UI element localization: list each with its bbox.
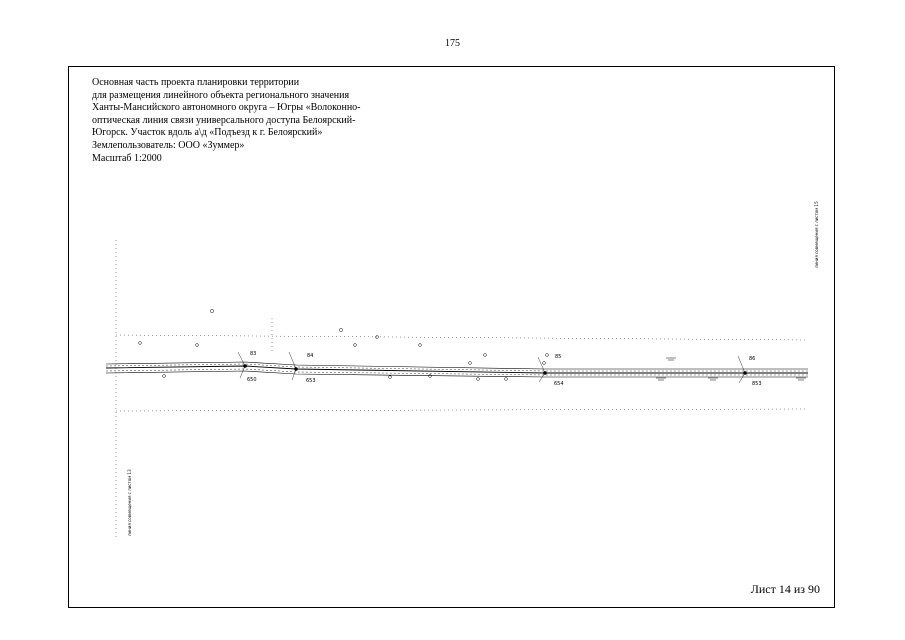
- point-number: 84: [307, 353, 314, 359]
- title-line-4: оптическая линия связи универсального доступа Белоярский-: [92, 114, 356, 126]
- leader-line: [538, 357, 545, 382]
- sheet-label: Лист 14 из 90: [750, 582, 820, 596]
- point-label: 853: [752, 381, 762, 387]
- boundary-line-top: [116, 335, 808, 340]
- road-corridor: [106, 362, 808, 377]
- page-number: 175: [445, 38, 460, 49]
- tree-symbol: [477, 378, 480, 381]
- point-label: 653: [306, 378, 316, 384]
- tree-symbol: [469, 362, 472, 365]
- tree-symbol: [546, 354, 549, 357]
- tree-symbol: [389, 376, 392, 379]
- land-user-line: Землепользователь: ООО «Зуммер»: [92, 139, 245, 151]
- tree-symbol: [419, 344, 422, 347]
- water-marker: [666, 358, 676, 360]
- boundary-lines: [116, 240, 808, 540]
- road-edge-top: [106, 362, 808, 369]
- leader-line: [738, 356, 745, 383]
- scale-line: Масштаб 1:2000: [92, 152, 162, 164]
- water-marker: [796, 378, 806, 380]
- point-number: 86: [749, 356, 756, 362]
- boundary-line-bottom: [116, 409, 808, 411]
- bottom-left-caption: линия совмещения с листом 13: [127, 469, 132, 536]
- tree-symbol: [429, 375, 432, 378]
- tree-symbol: [339, 328, 342, 331]
- water-marker: [656, 378, 666, 380]
- tree-symbol: [210, 309, 213, 312]
- top-right-caption: линия совмещения с листом 15: [814, 201, 819, 268]
- tree-symbol: [196, 344, 199, 347]
- tree-symbol: [354, 344, 357, 347]
- water-marker: [708, 378, 718, 380]
- leader-line: [289, 352, 296, 380]
- tree-symbol: [484, 354, 487, 357]
- point-label: 650: [247, 377, 257, 383]
- tree-symbol: [543, 362, 546, 365]
- point-label: 654: [554, 381, 564, 387]
- title-line-2: для размещения линейного объекта регионального значения: [92, 89, 350, 101]
- title-line-3: Ханты-Мансийского автономного округа – Югры «Волоконно-: [92, 102, 361, 114]
- title-line-5: Югорск. Участок вдоль а\д «Подъезд к г. Белоярский»: [92, 127, 323, 139]
- tree-symbol: [139, 342, 142, 345]
- tree-symbol: [163, 375, 166, 378]
- point-number: 83: [250, 351, 257, 357]
- point-number: 85: [555, 354, 562, 360]
- title-line-1: Основная часть проекта планировки территории: [92, 77, 300, 88]
- tree-symbol: [505, 378, 508, 381]
